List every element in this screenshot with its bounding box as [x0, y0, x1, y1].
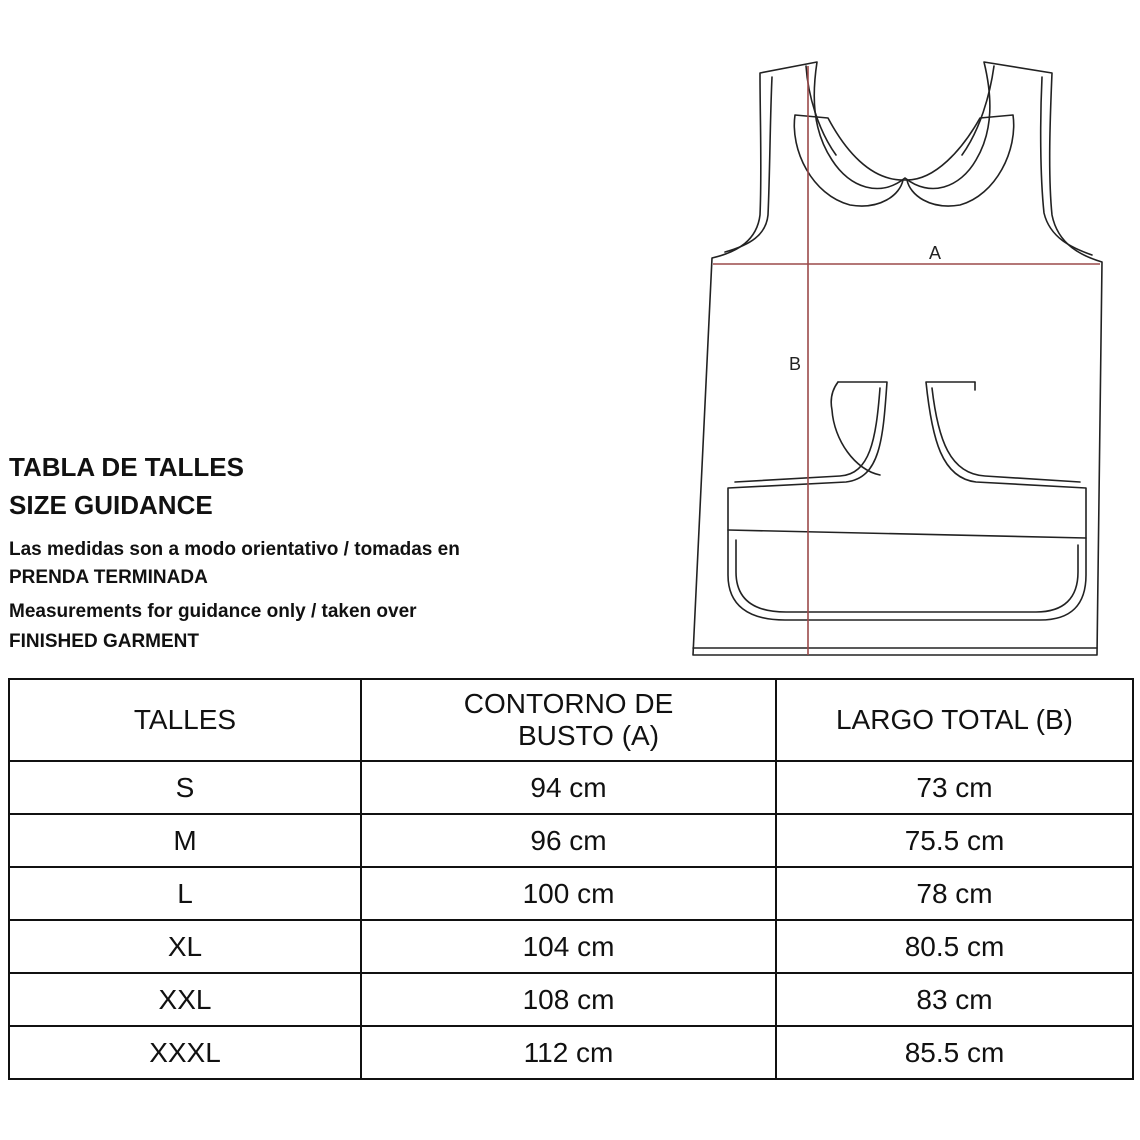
left-strap: [725, 77, 772, 252]
cell-size: XXL: [9, 973, 361, 1026]
table-header-row: [9, 679, 1133, 761]
pocket-outline: [728, 382, 1086, 620]
note-spanish-line2: PRENDA TERMINADA: [9, 567, 208, 588]
cell-bust: 108 cm: [361, 973, 776, 1026]
right-strap: [1041, 77, 1092, 255]
cell-size: S: [9, 761, 361, 814]
note-english-line2: FINISHED GARMENT: [9, 631, 199, 652]
size-table: [8, 678, 1134, 1080]
table-row: [9, 814, 1133, 867]
label-a: A: [929, 243, 942, 263]
header-bust-line1: CONTORNO DE: [463, 688, 674, 719]
cell-length: 83 cm: [776, 973, 1133, 1026]
cell-bust: 104 cm: [361, 920, 776, 973]
note-spanish-line1: Las medidas son a modo orientativo / tomadas en: [9, 539, 460, 560]
cell-size: XXXL: [9, 1026, 361, 1079]
cell-bust: 100 cm: [361, 867, 776, 920]
cell-bust: 112 cm: [361, 1026, 776, 1079]
cell-length: 75.5 cm: [776, 814, 1133, 867]
size-chart-heading: [9, 448, 244, 524]
pocket-top-line: [831, 382, 880, 475]
table-row: [9, 867, 1133, 920]
collar-right: [907, 115, 1014, 206]
cell-size: XL: [9, 920, 361, 973]
pocket-stitch-right: [932, 388, 1080, 482]
table-row: [9, 920, 1133, 973]
cell-size: M: [9, 814, 361, 867]
table-row: [9, 973, 1133, 1026]
cell-bust: 94 cm: [361, 761, 776, 814]
cell-bust: 96 cm: [361, 814, 776, 867]
measurement-notes: [9, 536, 460, 656]
cell-length: 78 cm: [776, 867, 1133, 920]
heading-spanish: TABLA DE TALLES: [9, 452, 244, 482]
header-bust: [361, 679, 776, 761]
cell-length: 85.5 cm: [776, 1026, 1133, 1079]
pocket-bottom-stitch: [736, 540, 1078, 612]
heading-english: SIZE GUIDANCE: [9, 490, 213, 520]
table-row: [9, 761, 1133, 814]
table-row: [9, 1026, 1133, 1079]
header-bust-line2: BUSTO (A): [517, 720, 660, 751]
label-b: B: [789, 354, 802, 374]
left-strap-inner: [806, 66, 836, 155]
pocket-flap-left: [728, 530, 1086, 538]
collar-left: [794, 115, 903, 206]
header-length: LARGO TOTAL (B): [776, 679, 1133, 761]
cell-size: L: [9, 867, 361, 920]
note-english-line1: Measurements for guidance only / taken over: [9, 601, 417, 622]
cell-length: 73 cm: [776, 761, 1133, 814]
header-size: TALLES: [9, 679, 361, 761]
cell-length: 80.5 cm: [776, 920, 1133, 973]
